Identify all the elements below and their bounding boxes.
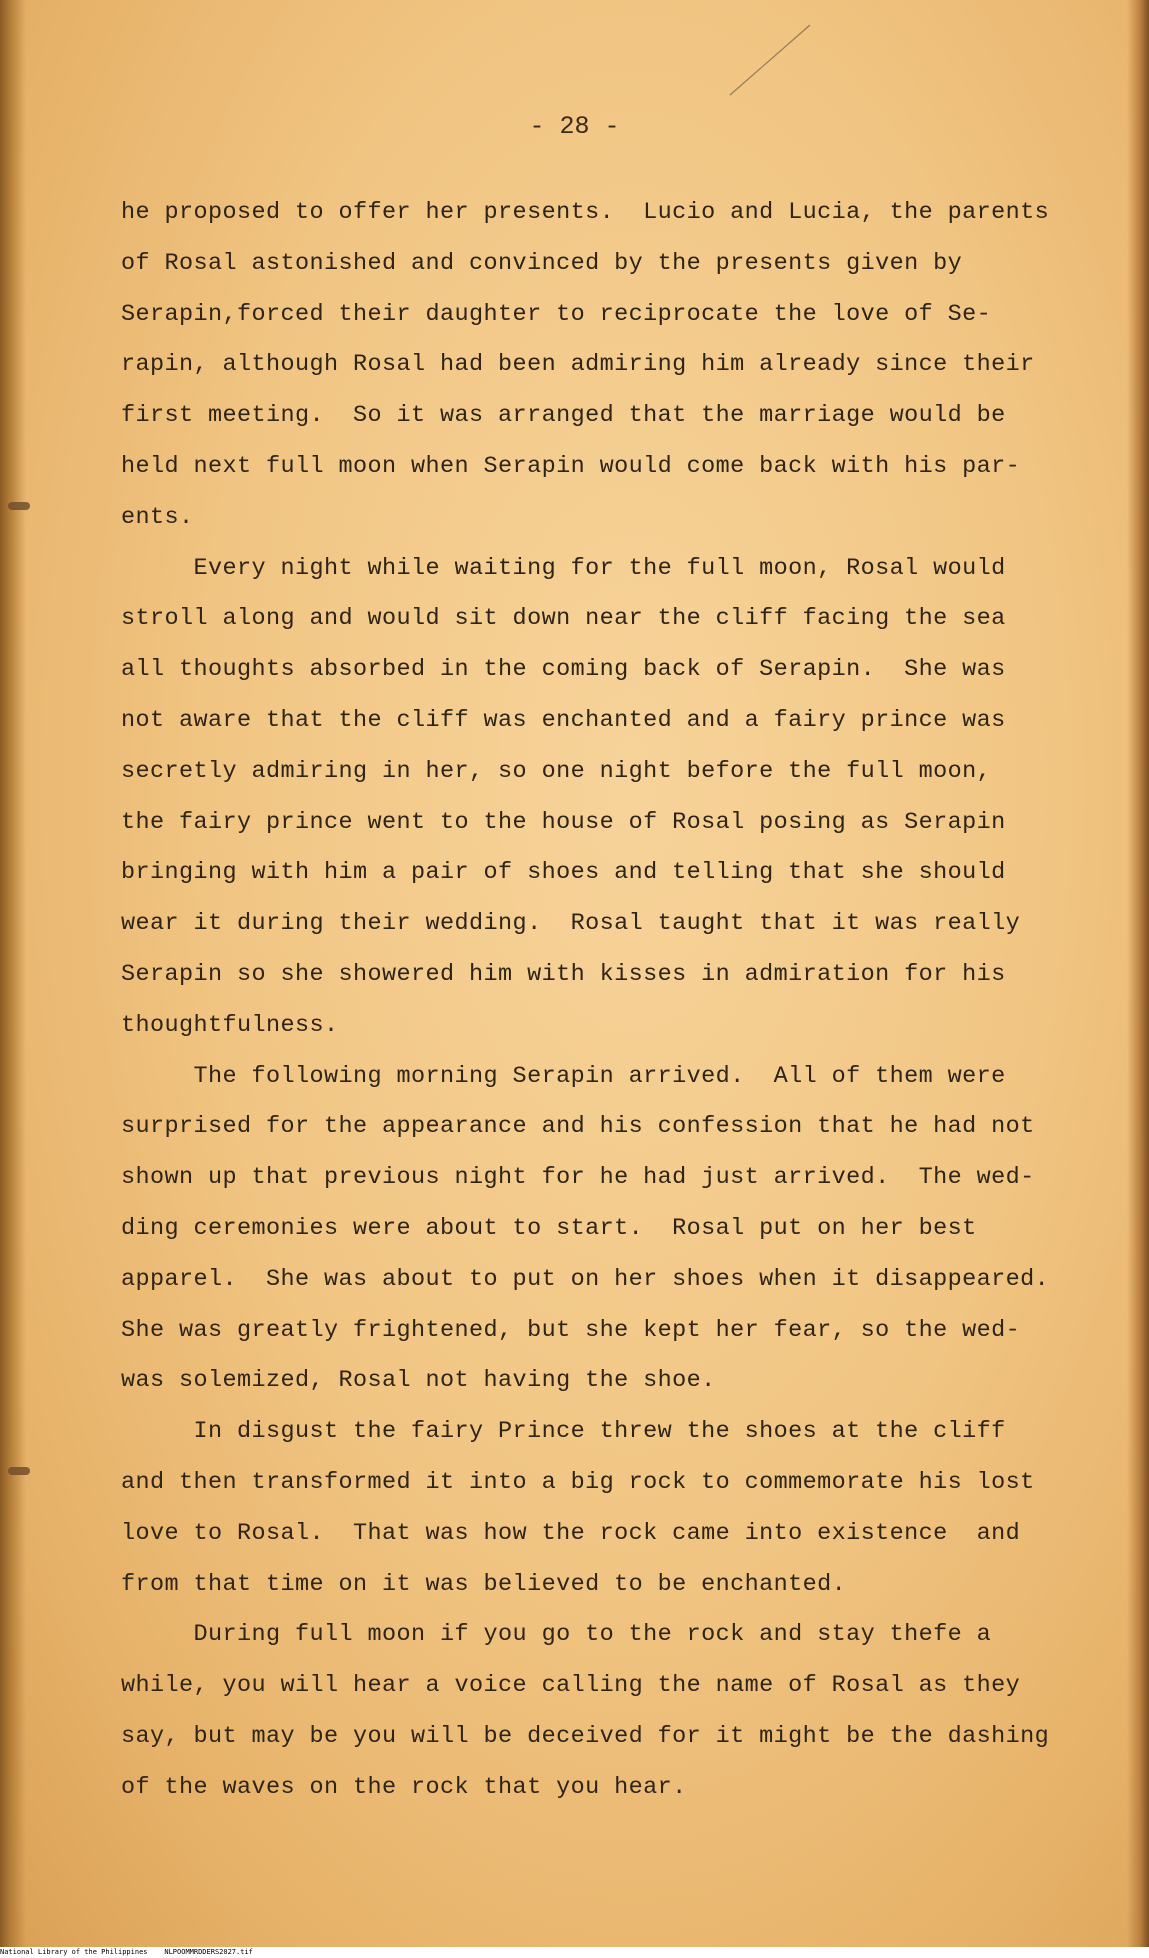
paper-right-edge [1127,0,1149,1948]
text-line: of the waves on the rock that you hear. [121,1773,687,1801]
text-line: Serapin,forced their daughter to reciprocate the love of Se- [121,300,992,328]
text-line: secretly admiring in her, so one night before the full moon, [121,757,992,785]
text-line: rapin, although Rosal had been admiring him already since their [121,351,1035,379]
story-text [121,188,1101,1814]
paper-left-edge [0,0,26,1948]
text-line: Serapin so she showered him with kisses in admiration for his [121,960,1006,988]
page-number: - 28 - [529,112,620,141]
text-line: wear it during their wedding. Rosal taught that it was really [121,910,1021,938]
text-line: was solemized, Rosal not having the shoe. [121,1367,716,1395]
text-line: while, you will hear a voice calling the name of Rosal as they [121,1672,1021,1700]
text-line: held next full moon when Serapin would come back with his par- [121,452,1021,480]
text-line: all thoughts absorbed in the coming back of Serapin. She was [121,656,1006,684]
text-line: first meeting. So it was arranged that the marriage would be [121,402,1006,430]
footer-library: National Library of the Philippines [0,1948,148,1956]
text-line: of Rosal astonished and convinced by the presents given by [121,249,963,277]
text-line: he proposed to offer her presents. Lucio and Lucia, the parents [121,199,1050,226]
text-line: The following morning Serapin arrived. All of them were [121,1062,1006,1090]
text-line: love to Rosal. That was how the rock came into existence and [121,1519,1021,1547]
text-line: ents. [121,503,194,531]
text-line: Every night while waiting for the full moon, Rosal would [121,554,1006,582]
text-line: During full moon if you go to the rock and stay thefe a [121,1621,992,1649]
text-line: shown up that previous night for he had just arrived. The wed- [121,1164,1035,1192]
text-line: thoughtfulness. [121,1011,339,1039]
text-line: In disgust the fairy Prince threw the shoes at the cliff [121,1418,1006,1446]
text-line: She was greatly frightened, but she kept her fear, so the wed- [121,1316,1021,1344]
text-line: from that time on it was believed to be enchanted. [121,1570,847,1598]
text-line: say, but may be you will be deceived for it might be the dashing [121,1722,1050,1750]
text-line: stroll along and would sit down near the cliff facing the sea [121,605,1006,633]
text-line: bringing with him a pair of shoes and telling that she should [121,859,1006,887]
text-line: ding ceremonies were about to start. Rosal put on her best [121,1214,977,1242]
text-line: not aware that the cliff was enchanted and a fairy prince was [121,706,1006,734]
margin-ink-mark [8,502,30,510]
margin-ink-mark [8,1467,30,1475]
footer-filename: NLPOOMMRDDERS2027.tif [164,1948,253,1956]
text-line: and then transformed it into a big rock to commemorate his lost [121,1468,1035,1496]
scan-footer [0,1947,1149,1958]
text-line: surprised for the appearance and his confession that he had not [121,1113,1035,1141]
pencil-stroke-mark [720,20,820,100]
text-line: apparel. She was about to put on her shoes when it disappeared. [121,1265,1050,1293]
text-line: the fairy prince went to the house of Rosal posing as Serapin [121,808,1006,836]
